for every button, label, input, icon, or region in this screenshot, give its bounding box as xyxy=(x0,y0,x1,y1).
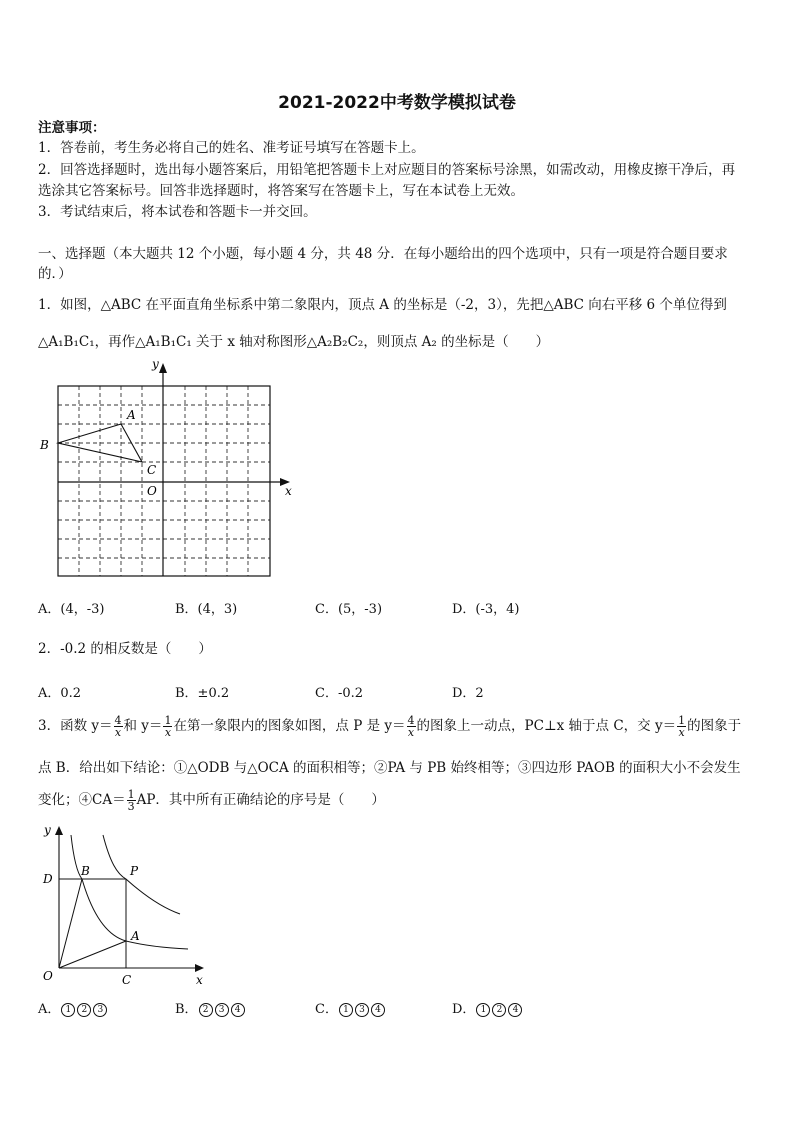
q3-frac-2 xyxy=(163,715,172,738)
q1-label-B: B xyxy=(40,438,49,452)
q3-frac-5-den: 3 xyxy=(127,800,135,813)
q1-label-A: A xyxy=(127,408,136,422)
notice-item-3: 3．考试结束后，将本试卷和答题卡一并交回。 xyxy=(38,204,317,220)
q3-frac-3-den: x xyxy=(407,726,415,739)
q2-option-d[interactable]: D．2 xyxy=(452,686,484,701)
q3-frac-2-num: 1 xyxy=(164,714,172,727)
q3-frac-1-den: x xyxy=(114,726,122,739)
q3-label-A: A xyxy=(131,929,140,943)
q1-label-O: O xyxy=(147,484,157,498)
notice-heading: 注意事项： xyxy=(38,120,106,136)
q3-text-4: 的图象上一动点，PC⊥x 轴于点 C，交 y＝ xyxy=(416,718,677,734)
q3-frac-2-den: x xyxy=(164,726,172,739)
q3-frac-3 xyxy=(407,715,416,738)
q3-text-3: 在第一象限内的图象如图，点 P 是 y＝ xyxy=(173,718,406,734)
q3-option-d-letter: D． xyxy=(452,1002,476,1017)
q3-option-a-letter: A． xyxy=(38,1002,61,1017)
notice-item-2-cont: 选涂其它答案标号。回答非选择题时，将答案写在答题卡上，写在本试卷上无效。 xyxy=(38,183,524,199)
circled-number: 2 xyxy=(77,1003,91,1017)
circled-number: 2 xyxy=(492,1003,506,1017)
q1-label-y: y xyxy=(152,358,159,371)
circled-number: 3 xyxy=(93,1003,107,1017)
q3-frac-1 xyxy=(114,715,123,738)
question-3-stem-line-3 xyxy=(38,789,385,812)
q3-text-1: 3．函数 y＝ xyxy=(38,718,113,734)
q3-label-y: y xyxy=(44,823,51,837)
q3-frac-3-num: 4 xyxy=(407,714,415,727)
notice-item-1: 1．答卷前，考生务必将自己的姓名、准考证号填写在答题卡上。 xyxy=(38,140,425,156)
circled-number: 4 xyxy=(508,1003,522,1017)
circled-number: 1 xyxy=(339,1003,353,1017)
q3-label-B: B xyxy=(81,864,90,878)
q1-option-b[interactable]: B．(4，3) xyxy=(175,602,238,617)
section-heading: 一、选择题（本大题共 12 个小题，每小题 4 分，共 48 分．在每小题给出的四个选项中，只有一项是符合题目要求 xyxy=(38,246,728,262)
section-heading-cont: 的．） xyxy=(38,266,72,282)
q2-option-c[interactable]: C．-0.2 xyxy=(315,686,364,701)
question-1-stem-cont: △A₁B₁C₁，再作△A₁B₁C₁ 关于 x 轴对称图形△A₂B₂C₂，则顶点 A₂ 的坐标是（ ） xyxy=(38,334,550,350)
question-2-stem: 2．-0.2 的相反数是（ ） xyxy=(38,641,212,657)
notice-item-2: 2．回答选择题时，选出每小题答案后，用铅笔把答题卡上对应题目的答案标号涂黑，如需改动，用橡皮擦干净后，再 xyxy=(38,162,736,178)
q3-frac-4-num: 1 xyxy=(678,714,686,727)
question-1-stem: 1．如图，△ABC 在平面直角坐标系中第二象限内，顶点 A 的坐标是（-2，3），先把△ABC 向右平移 6 个单位得到 xyxy=(38,297,727,313)
circled-number: 2 xyxy=(199,1003,213,1017)
q1-option-a[interactable]: A．(4，-3) xyxy=(38,602,105,617)
q2-option-a[interactable]: A．0.2 xyxy=(38,686,82,701)
circled-number: 4 xyxy=(231,1003,245,1017)
q3-option-c-letter: C． xyxy=(315,1002,338,1017)
q2-option-b[interactable]: B．±0.2 xyxy=(175,686,230,701)
q1-label-x: x xyxy=(285,484,292,498)
q3-label-O: O xyxy=(43,969,53,983)
circled-number: 3 xyxy=(355,1003,369,1017)
q3-frac-5-num: 1 xyxy=(127,788,135,801)
q3-label-C: C xyxy=(122,973,132,987)
q3-option-b[interactable] xyxy=(175,998,246,1017)
circled-number: 1 xyxy=(476,1003,490,1017)
q3-label-P: P xyxy=(130,864,139,878)
q3-text-7: AP．其中所有正确结论的序号是（ ） xyxy=(136,792,385,808)
q3-option-d[interactable] xyxy=(452,998,523,1017)
question-3-figure xyxy=(38,822,208,992)
circled-number: 3 xyxy=(215,1003,229,1017)
q3-label-x: x xyxy=(196,973,203,987)
q1-option-c[interactable]: C．(5，-3) xyxy=(315,602,383,617)
q3-frac-5 xyxy=(127,789,136,812)
q3-label-D: D xyxy=(43,872,53,886)
q1-label-C: C xyxy=(147,463,157,477)
q3-frac-1-num: 4 xyxy=(114,714,122,727)
q3-option-c[interactable] xyxy=(315,998,386,1017)
circled-number: 4 xyxy=(371,1003,385,1017)
q1-option-d[interactable]: D．(-3，4) xyxy=(452,602,520,617)
q3-option-a[interactable] xyxy=(38,998,108,1017)
q3-text-2: 和 y＝ xyxy=(123,718,163,734)
q3-text-6: 变化；④CA＝ xyxy=(38,792,126,808)
page-title: 2021-2022中考数学模拟试卷 xyxy=(278,93,516,113)
q3-frac-4 xyxy=(677,715,686,738)
question-3-stem xyxy=(38,715,741,738)
q3-option-b-letter: B． xyxy=(175,1002,198,1017)
question-3-stem-line-2: 点 B．给出如下结论：①△ODB 与△OCA 的面积相等；②PA 与 PB 始终相等；③四边形 PAOB 的面积大小不会发生 xyxy=(38,760,741,776)
q3-text-5: 的图象于 xyxy=(687,718,742,734)
question-1-figure xyxy=(36,358,296,580)
q3-frac-4-den: x xyxy=(678,726,685,739)
circled-number: 1 xyxy=(61,1003,75,1017)
